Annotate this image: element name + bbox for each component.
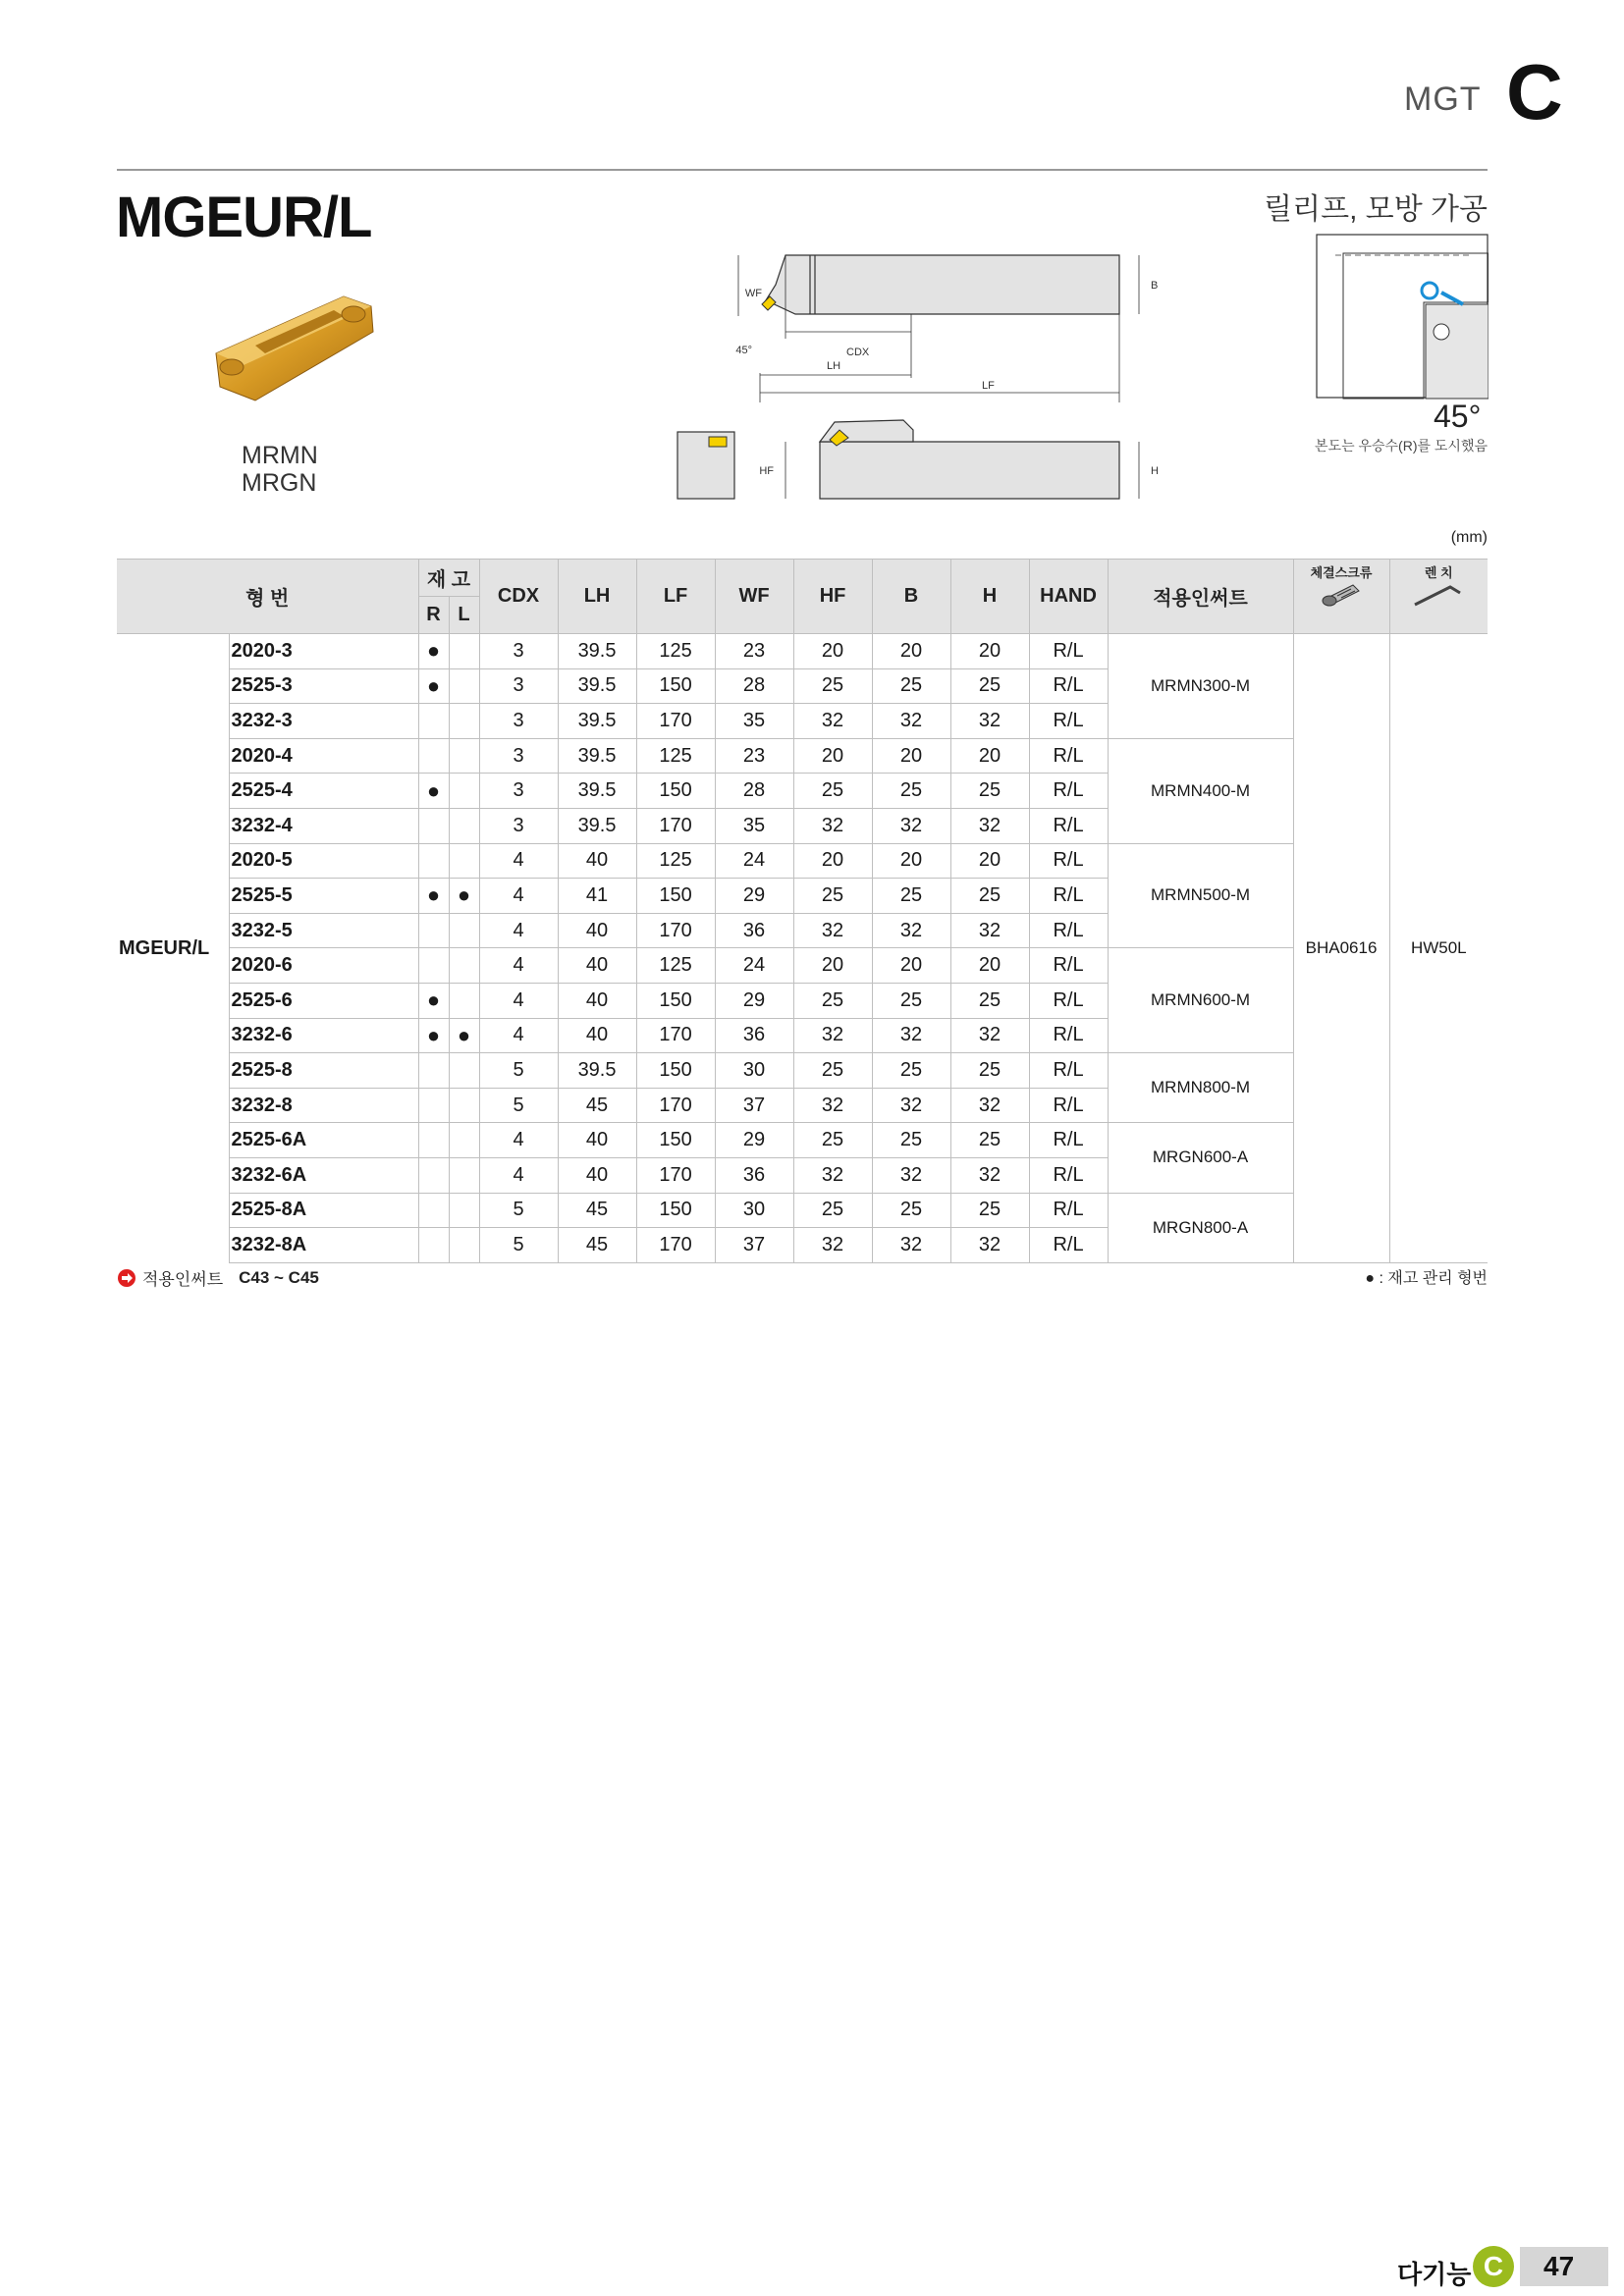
cell-hand: R/L — [1029, 879, 1108, 914]
cell-hand: R/L — [1029, 1228, 1108, 1263]
cell-lh: 39.5 — [558, 738, 636, 774]
cell-b: 32 — [872, 913, 950, 948]
stock-l-mark — [449, 983, 479, 1018]
model-code: 2525-8A — [229, 1193, 418, 1228]
cell-hand: R/L — [1029, 738, 1108, 774]
screw-icon — [1318, 581, 1365, 607]
section-badge: C — [1473, 2246, 1514, 2287]
unit-label: (mm) — [1450, 529, 1488, 546]
cell-b: 32 — [872, 1228, 950, 1263]
cell-b: 32 — [872, 704, 950, 739]
cell-lf: 170 — [636, 1157, 715, 1193]
header-stock-r: R — [418, 597, 449, 634]
insert-reference — [117, 1265, 319, 1290]
cell-lh: 40 — [558, 983, 636, 1018]
stock-l-mark — [449, 738, 479, 774]
stock-r-mark — [418, 1053, 449, 1089]
insert-name-cell: MRMN400-M — [1108, 738, 1293, 843]
stock-l-mark — [449, 948, 479, 984]
cell-h: 25 — [950, 668, 1029, 704]
table-row — [117, 738, 1488, 774]
cell-lf: 150 — [636, 1123, 715, 1158]
header-model: 형 번 — [117, 560, 418, 634]
dim-wf: WF — [744, 288, 762, 299]
model-code: 2020-3 — [229, 634, 418, 669]
stock-l-mark — [449, 843, 479, 879]
cell-hf: 32 — [793, 913, 872, 948]
table-row — [117, 1053, 1488, 1089]
cell-hf: 25 — [793, 983, 872, 1018]
stock-l-mark — [449, 668, 479, 704]
cell-lh: 39.5 — [558, 1053, 636, 1089]
cell-lf: 170 — [636, 913, 715, 948]
cell-h: 25 — [950, 1053, 1029, 1089]
stock-r-mark — [418, 843, 449, 879]
cell-b: 32 — [872, 808, 950, 843]
cell-h: 25 — [950, 774, 1029, 809]
header-hand: HAND — [1029, 560, 1108, 634]
model-code: 3232-6A — [229, 1157, 418, 1193]
cell-b: 20 — [872, 843, 950, 879]
cell-lh: 40 — [558, 913, 636, 948]
stock-r-mark — [418, 808, 449, 843]
cell-hand: R/L — [1029, 948, 1108, 984]
cell-cdx: 4 — [479, 1123, 558, 1158]
cell-lh: 41 — [558, 879, 636, 914]
cell-h: 32 — [950, 1228, 1029, 1263]
cell-hand: R/L — [1029, 1157, 1108, 1193]
cell-hand: R/L — [1029, 1088, 1108, 1123]
cell-h: 25 — [950, 879, 1029, 914]
cell-cdx: 4 — [479, 983, 558, 1018]
angle-label: 45° — [1434, 399, 1482, 434]
cell-wf: 29 — [715, 879, 793, 914]
cell-b: 25 — [872, 1053, 950, 1089]
dim-cdx: CDX — [846, 347, 870, 358]
cell-wf: 35 — [715, 808, 793, 843]
stock-r-mark — [418, 913, 449, 948]
cell-h: 32 — [950, 808, 1029, 843]
cell-h: 32 — [950, 1018, 1029, 1053]
cell-b: 32 — [872, 1018, 950, 1053]
stock-r-mark — [418, 948, 449, 984]
cell-hf: 20 — [793, 948, 872, 984]
cell-h: 32 — [950, 913, 1029, 948]
product-title: MGEUR/L — [116, 186, 372, 249]
insert-reference-label: 적용인써트 — [142, 1270, 224, 1289]
cell-wf: 24 — [715, 843, 793, 879]
dim-angle: 45° — [735, 345, 752, 356]
cell-lh: 45 — [558, 1088, 636, 1123]
stock-r-mark — [418, 1088, 449, 1123]
cell-lf: 170 — [636, 1228, 715, 1263]
model-code: 3232-5 — [229, 913, 418, 948]
spec-table — [117, 559, 1488, 1263]
cell-cdx: 5 — [479, 1193, 558, 1228]
model-code: 2020-4 — [229, 738, 418, 774]
cell-lh: 40 — [558, 1157, 636, 1193]
cell-lh: 39.5 — [558, 774, 636, 809]
header-screw — [1293, 560, 1389, 634]
model-code: 2525-8 — [229, 1053, 418, 1089]
cell-lf: 150 — [636, 879, 715, 914]
cell-b: 25 — [872, 668, 950, 704]
stock-l-mark: ● — [449, 1018, 479, 1053]
cell-lh: 39.5 — [558, 808, 636, 843]
cell-hand: R/L — [1029, 843, 1108, 879]
cell-lf: 150 — [636, 668, 715, 704]
stock-r-mark: ● — [418, 634, 449, 669]
model-code: 2020-5 — [229, 843, 418, 879]
wrench-icon — [1411, 581, 1466, 607]
cell-lh: 40 — [558, 1018, 636, 1053]
page-category: 다기능 — [1397, 2260, 1472, 2289]
cell-hf: 32 — [793, 808, 872, 843]
insert-image — [196, 285, 393, 422]
cell-cdx: 3 — [479, 634, 558, 669]
dim-h: H — [1151, 465, 1159, 477]
cell-lh: 40 — [558, 1123, 636, 1158]
model-code: 2525-3 — [229, 668, 418, 704]
cell-cdx: 3 — [479, 668, 558, 704]
cell-cdx: 4 — [479, 1018, 558, 1053]
cell-b: 20 — [872, 634, 950, 669]
cell-hf: 25 — [793, 774, 872, 809]
stock-r-mark: ● — [418, 774, 449, 809]
cell-b: 32 — [872, 1088, 950, 1123]
arrow-circle-icon — [117, 1268, 136, 1288]
header-wf: WF — [715, 560, 793, 634]
cell-hf: 32 — [793, 1157, 872, 1193]
table-row — [117, 1193, 1488, 1228]
cell-cdx: 4 — [479, 913, 558, 948]
insert-names — [242, 442, 318, 497]
cell-wf: 35 — [715, 704, 793, 739]
cell-cdx: 3 — [479, 704, 558, 739]
cell-lf: 125 — [636, 843, 715, 879]
cell-cdx: 3 — [479, 738, 558, 774]
cell-wf: 23 — [715, 738, 793, 774]
cell-cdx: 5 — [479, 1088, 558, 1123]
cell-hf: 32 — [793, 1018, 872, 1053]
cell-b: 32 — [872, 1157, 950, 1193]
cell-hand: R/L — [1029, 1053, 1108, 1089]
cell-b: 25 — [872, 983, 950, 1018]
dim-lh: LH — [827, 360, 841, 372]
cell-b: 25 — [872, 774, 950, 809]
cell-h: 25 — [950, 1123, 1029, 1158]
header-lh: LH — [558, 560, 636, 634]
cell-cdx: 4 — [479, 879, 558, 914]
cell-lf: 170 — [636, 1018, 715, 1053]
stock-r-mark — [418, 1157, 449, 1193]
model-code: 2525-5 — [229, 879, 418, 914]
model-code: 2020-6 — [229, 948, 418, 984]
cell-hand: R/L — [1029, 913, 1108, 948]
page-number: 47 — [1543, 2251, 1575, 2281]
model-prefix: MGEUR/L — [117, 634, 229, 1263]
cell-wf: 23 — [715, 634, 793, 669]
application-title: 릴리프, 모방 가공 — [1264, 193, 1488, 226]
application-figure — [1316, 234, 1489, 400]
cell-wf: 30 — [715, 1053, 793, 1089]
tool-drawing — [668, 245, 1218, 510]
cell-cdx: 4 — [479, 843, 558, 879]
stock-r-mark: ● — [418, 879, 449, 914]
cell-lf: 170 — [636, 808, 715, 843]
table-row — [117, 634, 1488, 669]
cell-lh: 39.5 — [558, 704, 636, 739]
cell-wf: 36 — [715, 913, 793, 948]
table-row — [117, 843, 1488, 879]
figure-note: 본도는 우승수(R)를 도시했음 — [1315, 438, 1488, 454]
cell-lf: 125 — [636, 634, 715, 669]
insert-reference-range: C43 ~ C45 — [239, 1267, 319, 1287]
header-cdx: CDX — [479, 560, 558, 634]
header-wrench — [1389, 560, 1488, 634]
stock-l-mark — [449, 1157, 479, 1193]
model-code: 3232-8A — [229, 1228, 418, 1263]
cell-h: 32 — [950, 704, 1029, 739]
cell-hf: 25 — [793, 879, 872, 914]
stock-l-mark — [449, 1088, 479, 1123]
header-h: H — [950, 560, 1029, 634]
cell-lf: 150 — [636, 983, 715, 1018]
stock-l-mark — [449, 1193, 479, 1228]
insert-name-cell: MRMN600-M — [1108, 948, 1293, 1053]
dim-lf: LF — [982, 380, 995, 392]
cell-h: 25 — [950, 1193, 1029, 1228]
cell-hand: R/L — [1029, 634, 1108, 669]
cell-hand: R/L — [1029, 983, 1108, 1018]
insert-name-cell: MRGN800-A — [1108, 1193, 1293, 1262]
cell-wf: 30 — [715, 1193, 793, 1228]
cell-hf: 25 — [793, 1193, 872, 1228]
cell-cdx: 5 — [479, 1053, 558, 1089]
cell-cdx: 5 — [479, 1228, 558, 1263]
dim-b: B — [1151, 280, 1159, 292]
cell-wf: 37 — [715, 1088, 793, 1123]
cell-wf: 36 — [715, 1018, 793, 1053]
cell-wf: 28 — [715, 774, 793, 809]
stock-l-mark — [449, 808, 479, 843]
stock-l-mark — [449, 1228, 479, 1263]
cell-wf: 28 — [715, 668, 793, 704]
model-code: 3232-4 — [229, 808, 418, 843]
cell-lf: 150 — [636, 1053, 715, 1089]
wrench-cell: HW50L — [1389, 634, 1488, 1263]
cell-lf: 150 — [636, 774, 715, 809]
cell-lh: 45 — [558, 1193, 636, 1228]
cell-hf: 32 — [793, 704, 872, 739]
cell-wf: 37 — [715, 1228, 793, 1263]
insert-name: MRMN — [242, 442, 318, 469]
stock-r-mark — [418, 704, 449, 739]
model-code: 2525-6A — [229, 1123, 418, 1158]
insert-name-cell: MRMN500-M — [1108, 843, 1293, 948]
cell-h: 20 — [950, 843, 1029, 879]
cell-h: 20 — [950, 948, 1029, 984]
cell-hf: 20 — [793, 634, 872, 669]
cell-hf: 20 — [793, 738, 872, 774]
cell-lf: 125 — [636, 948, 715, 984]
cell-b: 25 — [872, 1123, 950, 1158]
stock-l-mark — [449, 704, 479, 739]
stock-l-mark — [449, 913, 479, 948]
cell-lf: 170 — [636, 704, 715, 739]
model-code: 3232-8 — [229, 1088, 418, 1123]
cell-hand: R/L — [1029, 704, 1108, 739]
cell-cdx: 3 — [479, 808, 558, 843]
cell-b: 20 — [872, 738, 950, 774]
cell-lh: 39.5 — [558, 634, 636, 669]
header-divider — [117, 169, 1488, 171]
cell-lh: 39.5 — [558, 668, 636, 704]
cell-lh: 45 — [558, 1228, 636, 1263]
table-row — [117, 1123, 1488, 1158]
cell-h: 32 — [950, 1088, 1029, 1123]
cell-hf: 25 — [793, 1123, 872, 1158]
cell-hand: R/L — [1029, 808, 1108, 843]
model-code: 2525-6 — [229, 983, 418, 1018]
stock-l-mark: ● — [449, 879, 479, 914]
cell-cdx: 4 — [479, 948, 558, 984]
stock-r-mark — [418, 1123, 449, 1158]
stock-r-mark — [418, 738, 449, 774]
cell-h: 20 — [950, 738, 1029, 774]
header-hf: HF — [793, 560, 872, 634]
stock-r-mark — [418, 1228, 449, 1263]
screw-cell: BHA0616 — [1293, 634, 1389, 1263]
insert-name: MRGN — [242, 469, 317, 497]
dim-hf: HF — [759, 465, 774, 477]
cell-lh: 40 — [558, 948, 636, 984]
cell-wf: 24 — [715, 948, 793, 984]
cell-b: 20 — [872, 948, 950, 984]
stock-r-mark: ● — [418, 1018, 449, 1053]
model-code: 3232-6 — [229, 1018, 418, 1053]
cell-h: 32 — [950, 1157, 1029, 1193]
header-b: B — [872, 560, 950, 634]
header-insert: 적용인써트 — [1108, 560, 1293, 634]
cell-hf: 25 — [793, 668, 872, 704]
cell-hand: R/L — [1029, 1123, 1108, 1158]
cell-cdx: 4 — [479, 1157, 558, 1193]
cell-hf: 32 — [793, 1088, 872, 1123]
cell-cdx: 3 — [479, 774, 558, 809]
stock-r-mark: ● — [418, 983, 449, 1018]
cell-lf: 125 — [636, 738, 715, 774]
stock-legend: ● : 재고 관리 형번 — [1365, 1270, 1488, 1287]
model-code: 3232-3 — [229, 704, 418, 739]
cell-wf: 29 — [715, 1123, 793, 1158]
series-label: MGT — [1404, 80, 1482, 118]
section-letter: C — [1506, 48, 1563, 135]
cell-hand: R/L — [1029, 668, 1108, 704]
cell-b: 25 — [872, 1193, 950, 1228]
stock-l-mark — [449, 1123, 479, 1158]
cell-lf: 170 — [636, 1088, 715, 1123]
cell-b: 25 — [872, 879, 950, 914]
insert-name-cell: MRGN600-A — [1108, 1123, 1293, 1193]
header-stock-l: L — [449, 597, 479, 634]
cell-wf: 36 — [715, 1157, 793, 1193]
header-stock: 재 고 — [418, 560, 479, 597]
insert-name-cell: MRMN300-M — [1108, 634, 1293, 739]
cell-hf: 25 — [793, 1053, 872, 1089]
insert-name-cell: MRMN800-M — [1108, 1053, 1293, 1123]
cell-hand: R/L — [1029, 774, 1108, 809]
table-row — [117, 948, 1488, 984]
stock-l-mark — [449, 634, 479, 669]
header-lf: LF — [636, 560, 715, 634]
header-wrench-label: 렌 치 — [1424, 565, 1453, 580]
cell-lh: 40 — [558, 843, 636, 879]
stock-r-mark — [418, 1193, 449, 1228]
cell-h: 25 — [950, 983, 1029, 1018]
cell-h: 20 — [950, 634, 1029, 669]
cell-hf: 32 — [793, 1228, 872, 1263]
header-screw-label: 체결스크류 — [1310, 565, 1373, 580]
cell-wf: 29 — [715, 983, 793, 1018]
cell-hf: 20 — [793, 843, 872, 879]
cell-hand: R/L — [1029, 1193, 1108, 1228]
cell-hand: R/L — [1029, 1018, 1108, 1053]
cell-lf: 150 — [636, 1193, 715, 1228]
stock-l-mark — [449, 1053, 479, 1089]
stock-l-mark — [449, 774, 479, 809]
model-code: 2525-4 — [229, 774, 418, 809]
stock-r-mark: ● — [418, 668, 449, 704]
